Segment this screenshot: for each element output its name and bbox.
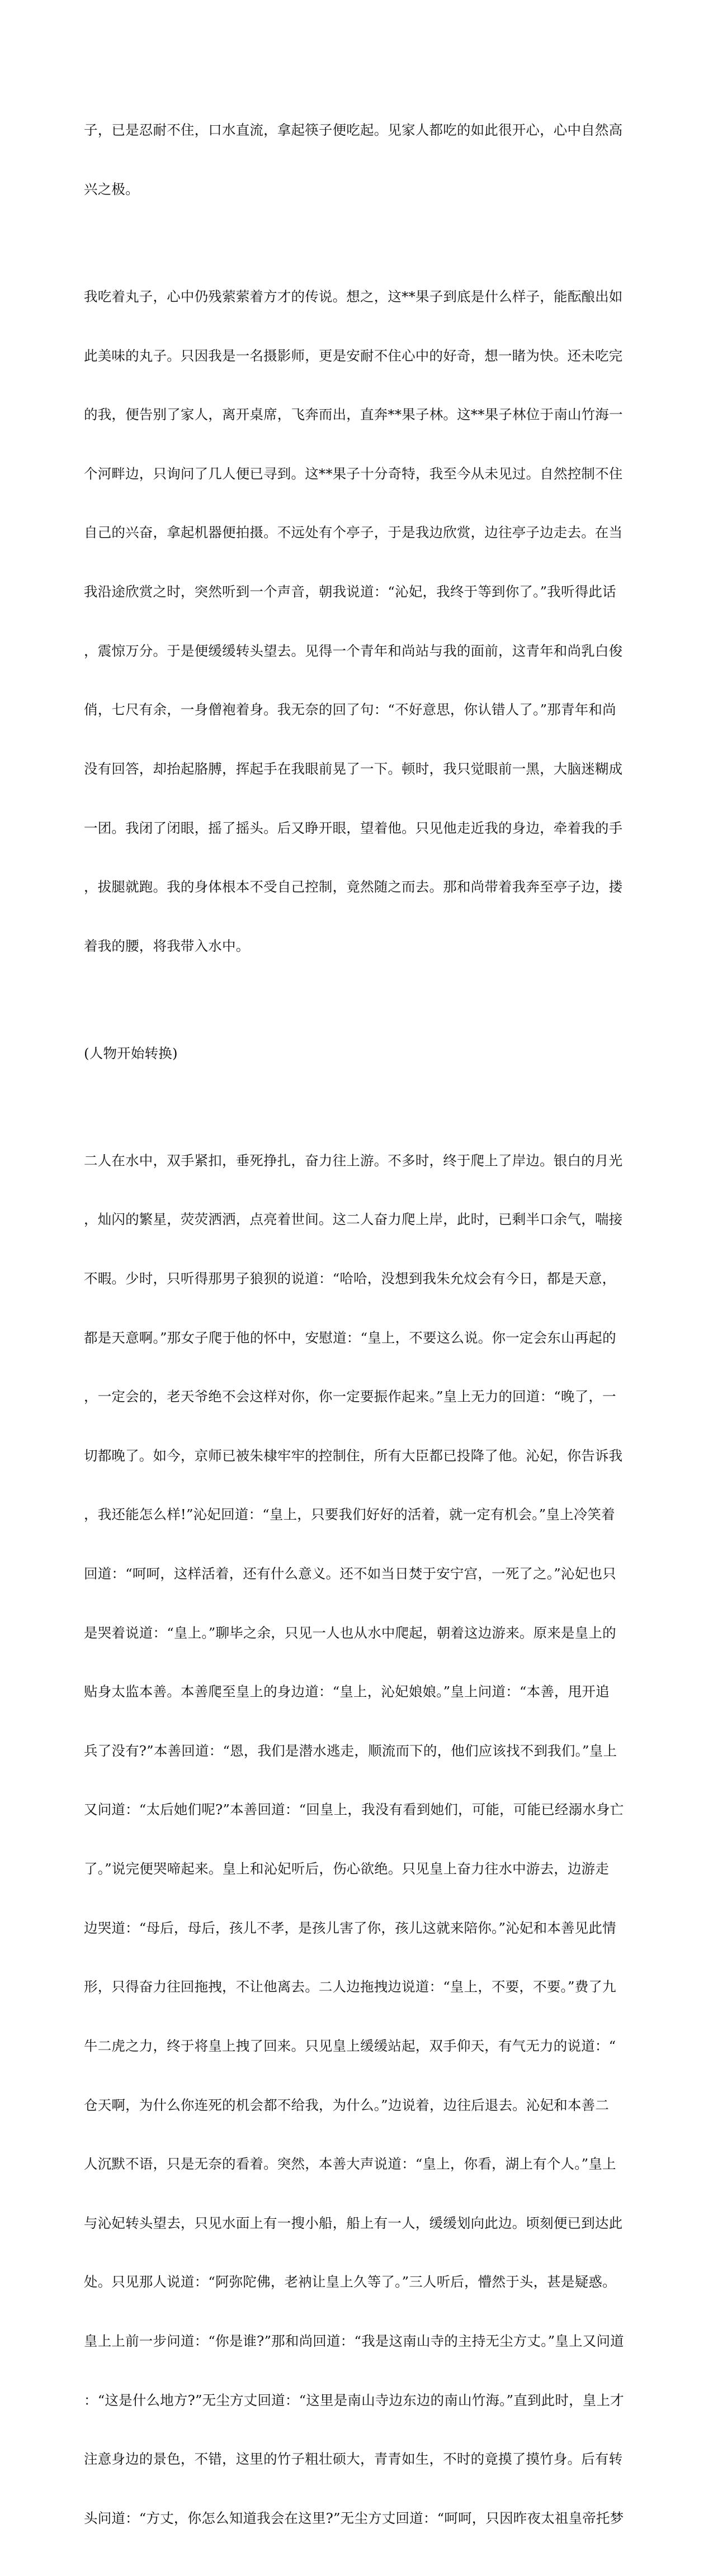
text-line: 兴之极。	[84, 181, 139, 198]
text-line: 人沉默不语，只是无奈的看着。突然，本善大声说道：“皇上，你看，湖上有个人。”皇上	[84, 2156, 616, 2172]
paragraph-3	[84, 1004, 629, 1102]
text-line: 兵了没有?”本善回道：“恩，我们是潜水逃走，顺流而下的，他们应该找不到我们。”皇上	[84, 1742, 617, 1759]
text-line: 注意身边的景色，不错，这里的竹子粗壮硕大，青青如生，不时的竟摸了摸竹身。后有转	[84, 2451, 623, 2468]
document-page	[84, 81, 629, 2576]
text-line: 头问道：“方丈，你怎么知道我会在这里?”无尘方丈回道：“呵呵，只因昨夜太祖皇帝托梦	[84, 2509, 624, 2526]
text-line: ，我还能怎么样!”沁妃回道：“皇上，只要我们好好的活着，就一定有机会。”皇上冷笑着	[84, 1506, 615, 1523]
text-line: 回道：“呵呵，这样活着，还有什么意义。还不如当日焚于安宁宫，一死了之。”沁妃也只	[84, 1565, 616, 1582]
text-line: 仓天啊，为什么你连死的机会都不给我，为什么。”边说着，边往后退去。沁妃和本善二	[84, 2096, 610, 2113]
paragraph-1	[84, 81, 629, 239]
text-line: 边哭道：“母后，母后，孩儿不孝，是孩儿害了你，孩儿这就来陪你。”沁妃和本善见此情	[84, 1919, 616, 1936]
text-line: ，灿闪的繁星，荧荧洒洒，点亮着世间。这二人奋力爬上岸，此时，已剩半口余气，喘接	[84, 1211, 623, 1228]
text-line: 俏，七尺有余，一身僧袍着身。我无奈的回了句：“不好意思，你认错人了。”那青年和尚	[84, 701, 616, 718]
text-line: 子，已是忍耐不住，口水直流，拿起筷子便吃起。见家人都吃的如此很开心，心中自然高	[84, 122, 623, 139]
text-line: ：“这是什么地方?”无尘方丈回道：“这里是南山寺边东边的南山竹海。”直到此时，皇上才	[84, 2392, 624, 2408]
text-line: 一团。我闭了闭眼，摇了摇头。后又睁开眼，望着他。只见他走近我的身边，牵着我的手	[84, 819, 623, 836]
text-line: 了。”说完便哭啼起来。皇上和沁妃听后，伤心欲绝。只见皇上奋力往水中游去，边游走	[84, 1861, 610, 1877]
text-line: 是哭着说道：“皇上。”聊毕之余，只见一人也从水中爬起，朝着这边游来。原来是皇上的	[84, 1624, 616, 1641]
text-line: 个河畔边，只询问了几人便已寻到。这**果子十分奇特，我至今从未见过。自然控制不住	[84, 465, 623, 482]
text-line: 切都晚了。如今，京师已被朱棣牢牢的控制住，所有大臣都已投降了他。沁妃，你告诉我	[84, 1447, 623, 1464]
text-line: 都是天意啊。”那女子爬于他的怀中，安慰道：“皇上，不要这么说。你一定会东山再起的	[84, 1329, 616, 1346]
text-line: 又问道：“太后她们呢?”本善回道：“回皇上，我没有看到她们，可能，可能已经溺水身亡	[84, 1801, 624, 1818]
text-line: 处。只见那人说道：“阿弥陀佛，老衲让皇上久等了。”三人听后，懵然于头，甚是疑惑。	[84, 2274, 616, 2290]
text-line: 的我，便告别了家人，离开桌席，飞奔而出，直奔**果子林。这**果子林位于南山竹海一	[84, 406, 623, 423]
text-line: 我沿途欣赏之时，突然听到一个声音，朝我说道：“沁妃，我终于等到你了。”我听得此话	[84, 583, 616, 600]
text-line: 不暇。少时，只听得那男子狼狈的说道：“哈哈，没想到我朱允炆会有今日，都是天意，	[84, 1270, 616, 1287]
paragraph-4	[84, 1111, 629, 2567]
text-line: (人物开始转换)	[84, 1045, 178, 1061]
text-line: 贴身太监本善。本善爬至皇上的身边道：“皇上，沁妃娘娘。”皇上问道：“本善，甩开追	[84, 1683, 610, 1700]
paragraph-2	[84, 248, 629, 995]
text-line: 着我的腰，将我带入水中。	[84, 937, 250, 954]
text-line: 此美味的丸子。只因我是一名摄影师，更是安耐不住心中的好奇，想一睹为快。还未吃完	[84, 347, 623, 364]
text-line: 皇上上前一步问道：“你是谁?”那和尚回道：“我是这南山寺的主持无尘方丈。”皇上又问道	[84, 2332, 624, 2349]
text-line: ，拔腿就跑。我的身体根本不受自己控制，竟然随之而去。那和尚带着我奔至亭子边，搂	[84, 879, 623, 895]
text-line: 自己的兴奋，拿起机器便拍摄。不远处有个亭子，于是我边欣赏，边往亭子边走去。在当	[84, 524, 623, 541]
text-line: 形，只得奋力往回拖拽，不让他离去。二人边拖拽边说道：“皇上，不要，不要。”费了九	[84, 1979, 616, 1995]
text-line: 二人在水中，双手紧扣，垂死挣扎，奋力往上游。不多时，终于爬上了岸边。银白的月光	[84, 1152, 623, 1169]
text-line: 与沁妃转头望去，只见水面上有一搜小船，船上有一人，缓缓划向此边。顷刻便已到达此	[84, 2214, 623, 2231]
text-line: 我吃着丸子，心中仍残萦萦着方才的传说。想之，这**果子到底是什么样子，能酝酿出如	[84, 288, 623, 305]
text-line: 牛二虎之力，终于将皇上拽了回来。只见皇上缓缓站起，双手仰天，有气无力的说道：“	[84, 2037, 616, 2054]
text-line: ，震惊万分。于是便缓缓转头望去。见得一个青年和尚站与我的面前，这青年和尚乳白俊	[84, 642, 623, 659]
text-line: ，一定会的，老天爷绝不会这样对你，你一定要振作起来。”皇上无力的回道：“晚了，一	[84, 1388, 616, 1405]
text-line: 没有回答，却抬起胳膊，挥起手在我眼前晃了一下。顿时，我只觉眼前一黑，大脑迷糊成	[84, 760, 623, 777]
